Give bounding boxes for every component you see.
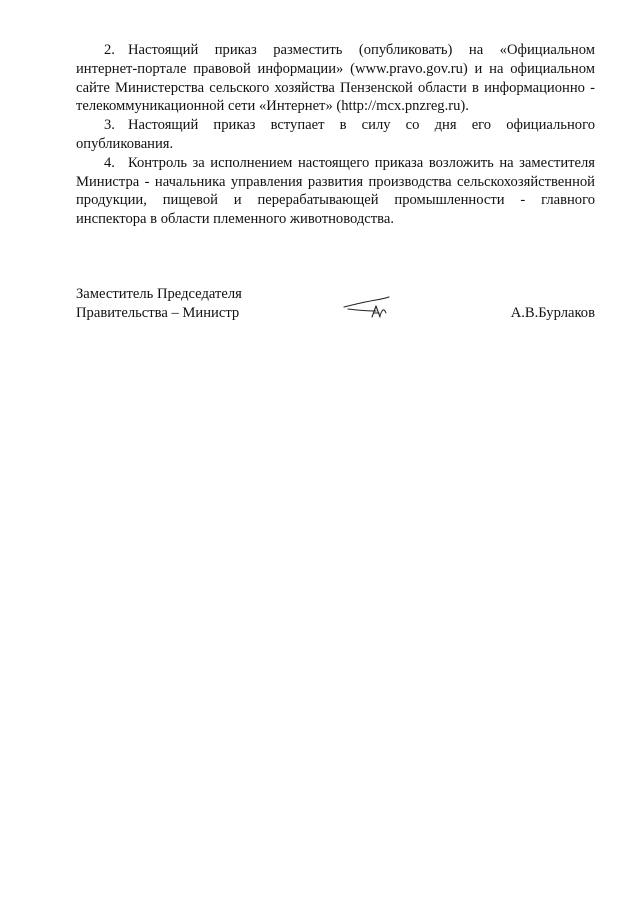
paragraph-text: Контроль за исполнением настоящего приказа возложить на заместителя Министра - начальника управления развития производства сельскохозяйственной продукции, пищевой и перерабатывающей промышленности - главного инспектора в области племенного животноводства. (76, 154, 595, 228)
handwritten-signature-icon (342, 293, 392, 319)
signatory-name: А.В.Бурлаков (510, 305, 595, 321)
paragraph-item-4 (76, 154, 595, 229)
signature-block (76, 285, 595, 325)
order-body (76, 41, 595, 229)
paragraph-number: 3. (104, 117, 115, 134)
paragraph-text: Настоящий приказ вступает в силу со дня его официального опубликования. (76, 117, 595, 152)
paragraph-number: 2. (104, 42, 115, 58)
signatory-title-line-2: Правительства – Министр (76, 305, 240, 321)
paragraph-item-2 (76, 41, 595, 116)
paragraph-number: 4. (104, 154, 115, 171)
paragraph-text: Настоящий приказ разместить (опубликовать) на «Официальном интернет-портале правовой информации» (www.pravo.gov.ru) и на официальном сайте Министерства сельского хозяйства Пензенской области в информационно - телекоммуникационной сети «Интернет» (http://mcx.pnzreg.ru). (76, 42, 595, 115)
paragraph-item-3 (76, 116, 595, 154)
signatory-title-line-1: Заместитель Председателя (76, 286, 242, 302)
